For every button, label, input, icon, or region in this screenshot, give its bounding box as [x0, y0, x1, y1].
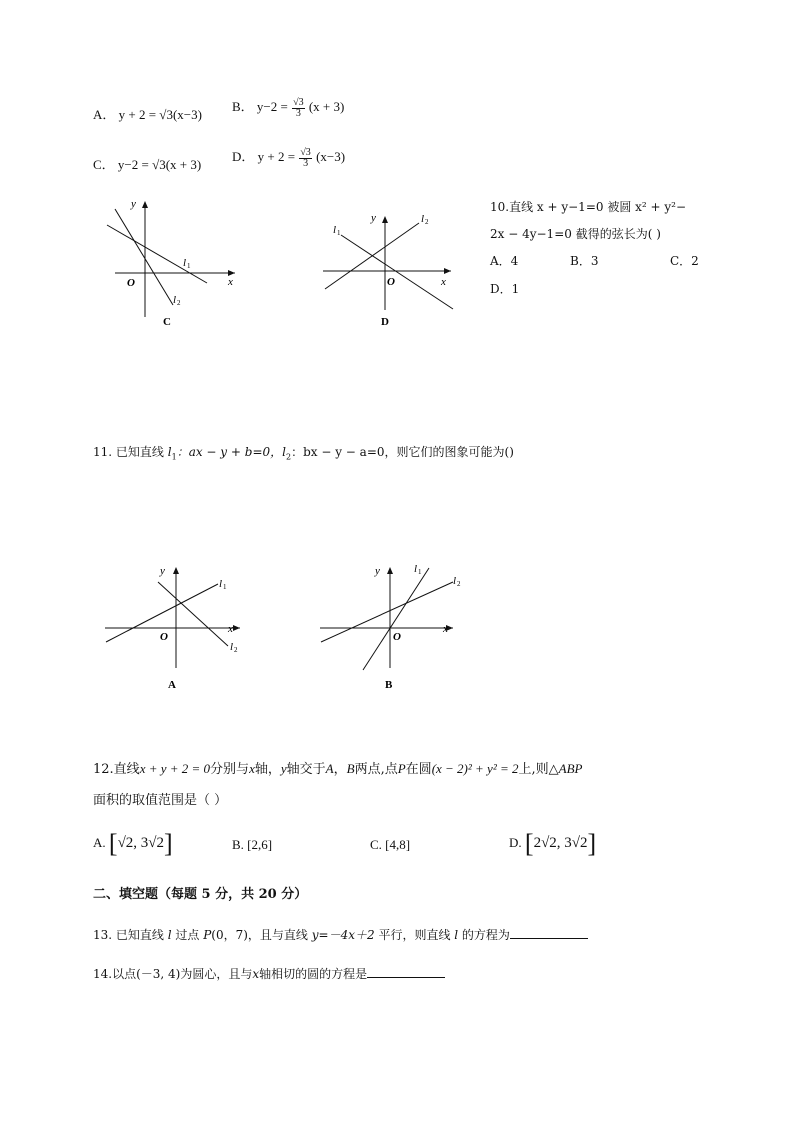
figure-caption: C — [163, 316, 171, 328]
y-axis-arrow — [382, 216, 388, 223]
origin-label: O — [160, 631, 168, 643]
figure-c — [95, 195, 245, 330]
y-axis-arrow — [173, 567, 179, 574]
option-text: √2, 3√2 — [117, 834, 165, 851]
l1-subscript: 1 — [223, 583, 227, 591]
section-title: 二、填空题（每题 5 分，共 20 分） — [93, 887, 308, 902]
fraction: $\frac{√3}{3}$ — [293, 96, 304, 119]
q9-option-a — [93, 104, 202, 123]
option-label: C． — [93, 157, 115, 172]
option-text: y−2 = — [256, 99, 288, 114]
l1-label: l — [333, 224, 337, 236]
q10-option-a: A．4 — [490, 254, 519, 268]
q13-text: 13. 已知直线 l 过点 P(0，7)，且与直线 y=－4x＋2 平行，则直线 l 的方程为 — [93, 926, 588, 943]
figure-caption: A — [168, 679, 176, 691]
figure-b — [315, 560, 470, 695]
l1-label: l — [414, 563, 418, 575]
option-text: y−2 = √3(x + 3) — [117, 157, 202, 172]
origin-label: O — [393, 631, 401, 643]
l1-label: l — [219, 578, 223, 590]
figure-caption: B — [385, 679, 393, 691]
origin-label: O — [127, 277, 135, 289]
line-l2 — [115, 209, 173, 305]
y-label: y — [375, 565, 380, 577]
option-text: y + 2 = √3(x−3) — [118, 107, 202, 122]
option-label: A． — [93, 107, 116, 122]
l2-subscript: 2 — [425, 218, 429, 226]
x-label: x — [441, 276, 446, 288]
option-text: [4,8] — [385, 837, 411, 852]
l2-label: l — [421, 213, 425, 225]
line-l2 — [158, 582, 228, 646]
l1-label: l — [183, 257, 187, 269]
l2-label: l — [230, 641, 234, 653]
x-axis-arrow — [444, 268, 451, 274]
figure-caption: D — [381, 316, 389, 328]
q9-option-d — [232, 146, 345, 169]
line-l1 — [107, 225, 207, 283]
q12-option-b: B. [2,6] — [232, 837, 273, 852]
q11-text: 11. 已知直线 $l_1$：ax − y + b=0，$l_2$：bx − y − a=0，则它们的图象可能为() — [93, 445, 514, 462]
option-text: y + 2 = — [257, 149, 296, 164]
l2-label: l — [453, 575, 457, 587]
q12-line1: 12.直线x + y + 2 = 0分别与x轴，y轴交于A，B两点,点P在圆(x − 2)² + y² = 2上,则△ABP — [93, 761, 583, 777]
option-text: 2√2, 3√2 — [533, 834, 588, 851]
l1-subscript: 1 — [418, 568, 422, 576]
q12-option-d: D. [2√2, 3√2] — [509, 829, 597, 858]
q10-option-b: B．3 — [570, 254, 599, 268]
option-text: [2,6] — [247, 837, 273, 852]
option-label: B． — [232, 99, 254, 114]
origin-label: O — [387, 276, 395, 288]
line-l1 — [363, 568, 429, 670]
y-label: y — [131, 198, 136, 210]
option-text: (x + 3) — [308, 99, 345, 114]
q12-option-c: C. [4,8] — [370, 837, 411, 852]
q10-line2: 2x − 4y−1=0 截得的弦长为( ) — [490, 227, 661, 241]
answer-blank[interactable] — [510, 926, 588, 939]
figure-d — [315, 205, 460, 330]
fraction: $\frac{√3}{3}$ — [300, 146, 311, 169]
l1-subscript: 1 — [187, 262, 191, 270]
x-label: x — [228, 623, 233, 635]
l2-subscript: 2 — [457, 580, 461, 588]
q9-option-c — [93, 154, 201, 173]
option-label: D． — [232, 149, 255, 164]
q14-text: 14.以点(－3, 4)为圆心，且与x轴相切的圆的方程是 — [93, 965, 445, 982]
y-label: y — [160, 565, 165, 577]
l2-subscript: 2 — [234, 646, 238, 654]
l2-subscript: 2 — [177, 299, 181, 307]
q12-line2: 面积的取值范围是（ ） — [93, 793, 228, 808]
l1-subscript: 1 — [337, 229, 341, 237]
y-axis-arrow — [387, 567, 393, 574]
option-text: (x−3) — [316, 149, 346, 164]
q10-line1: 10.直线 x + y−1=0 被圆 x² + y²− — [490, 200, 687, 214]
x-axis-arrow — [233, 625, 240, 631]
y-label: y — [371, 212, 376, 224]
q10-option-c: C．2 — [670, 254, 699, 268]
l2-label: l — [173, 294, 177, 306]
q9-option-b — [232, 96, 344, 119]
x-label: x — [228, 276, 233, 288]
line-l1 — [341, 235, 453, 309]
figure-a — [100, 560, 250, 695]
answer-blank[interactable] — [367, 965, 445, 978]
q10-option-d: D．1 — [490, 282, 520, 296]
x-label: x — [443, 623, 448, 635]
y-axis-arrow — [142, 201, 148, 208]
q12-option-a: A. [√2, 3√2] — [93, 829, 173, 858]
